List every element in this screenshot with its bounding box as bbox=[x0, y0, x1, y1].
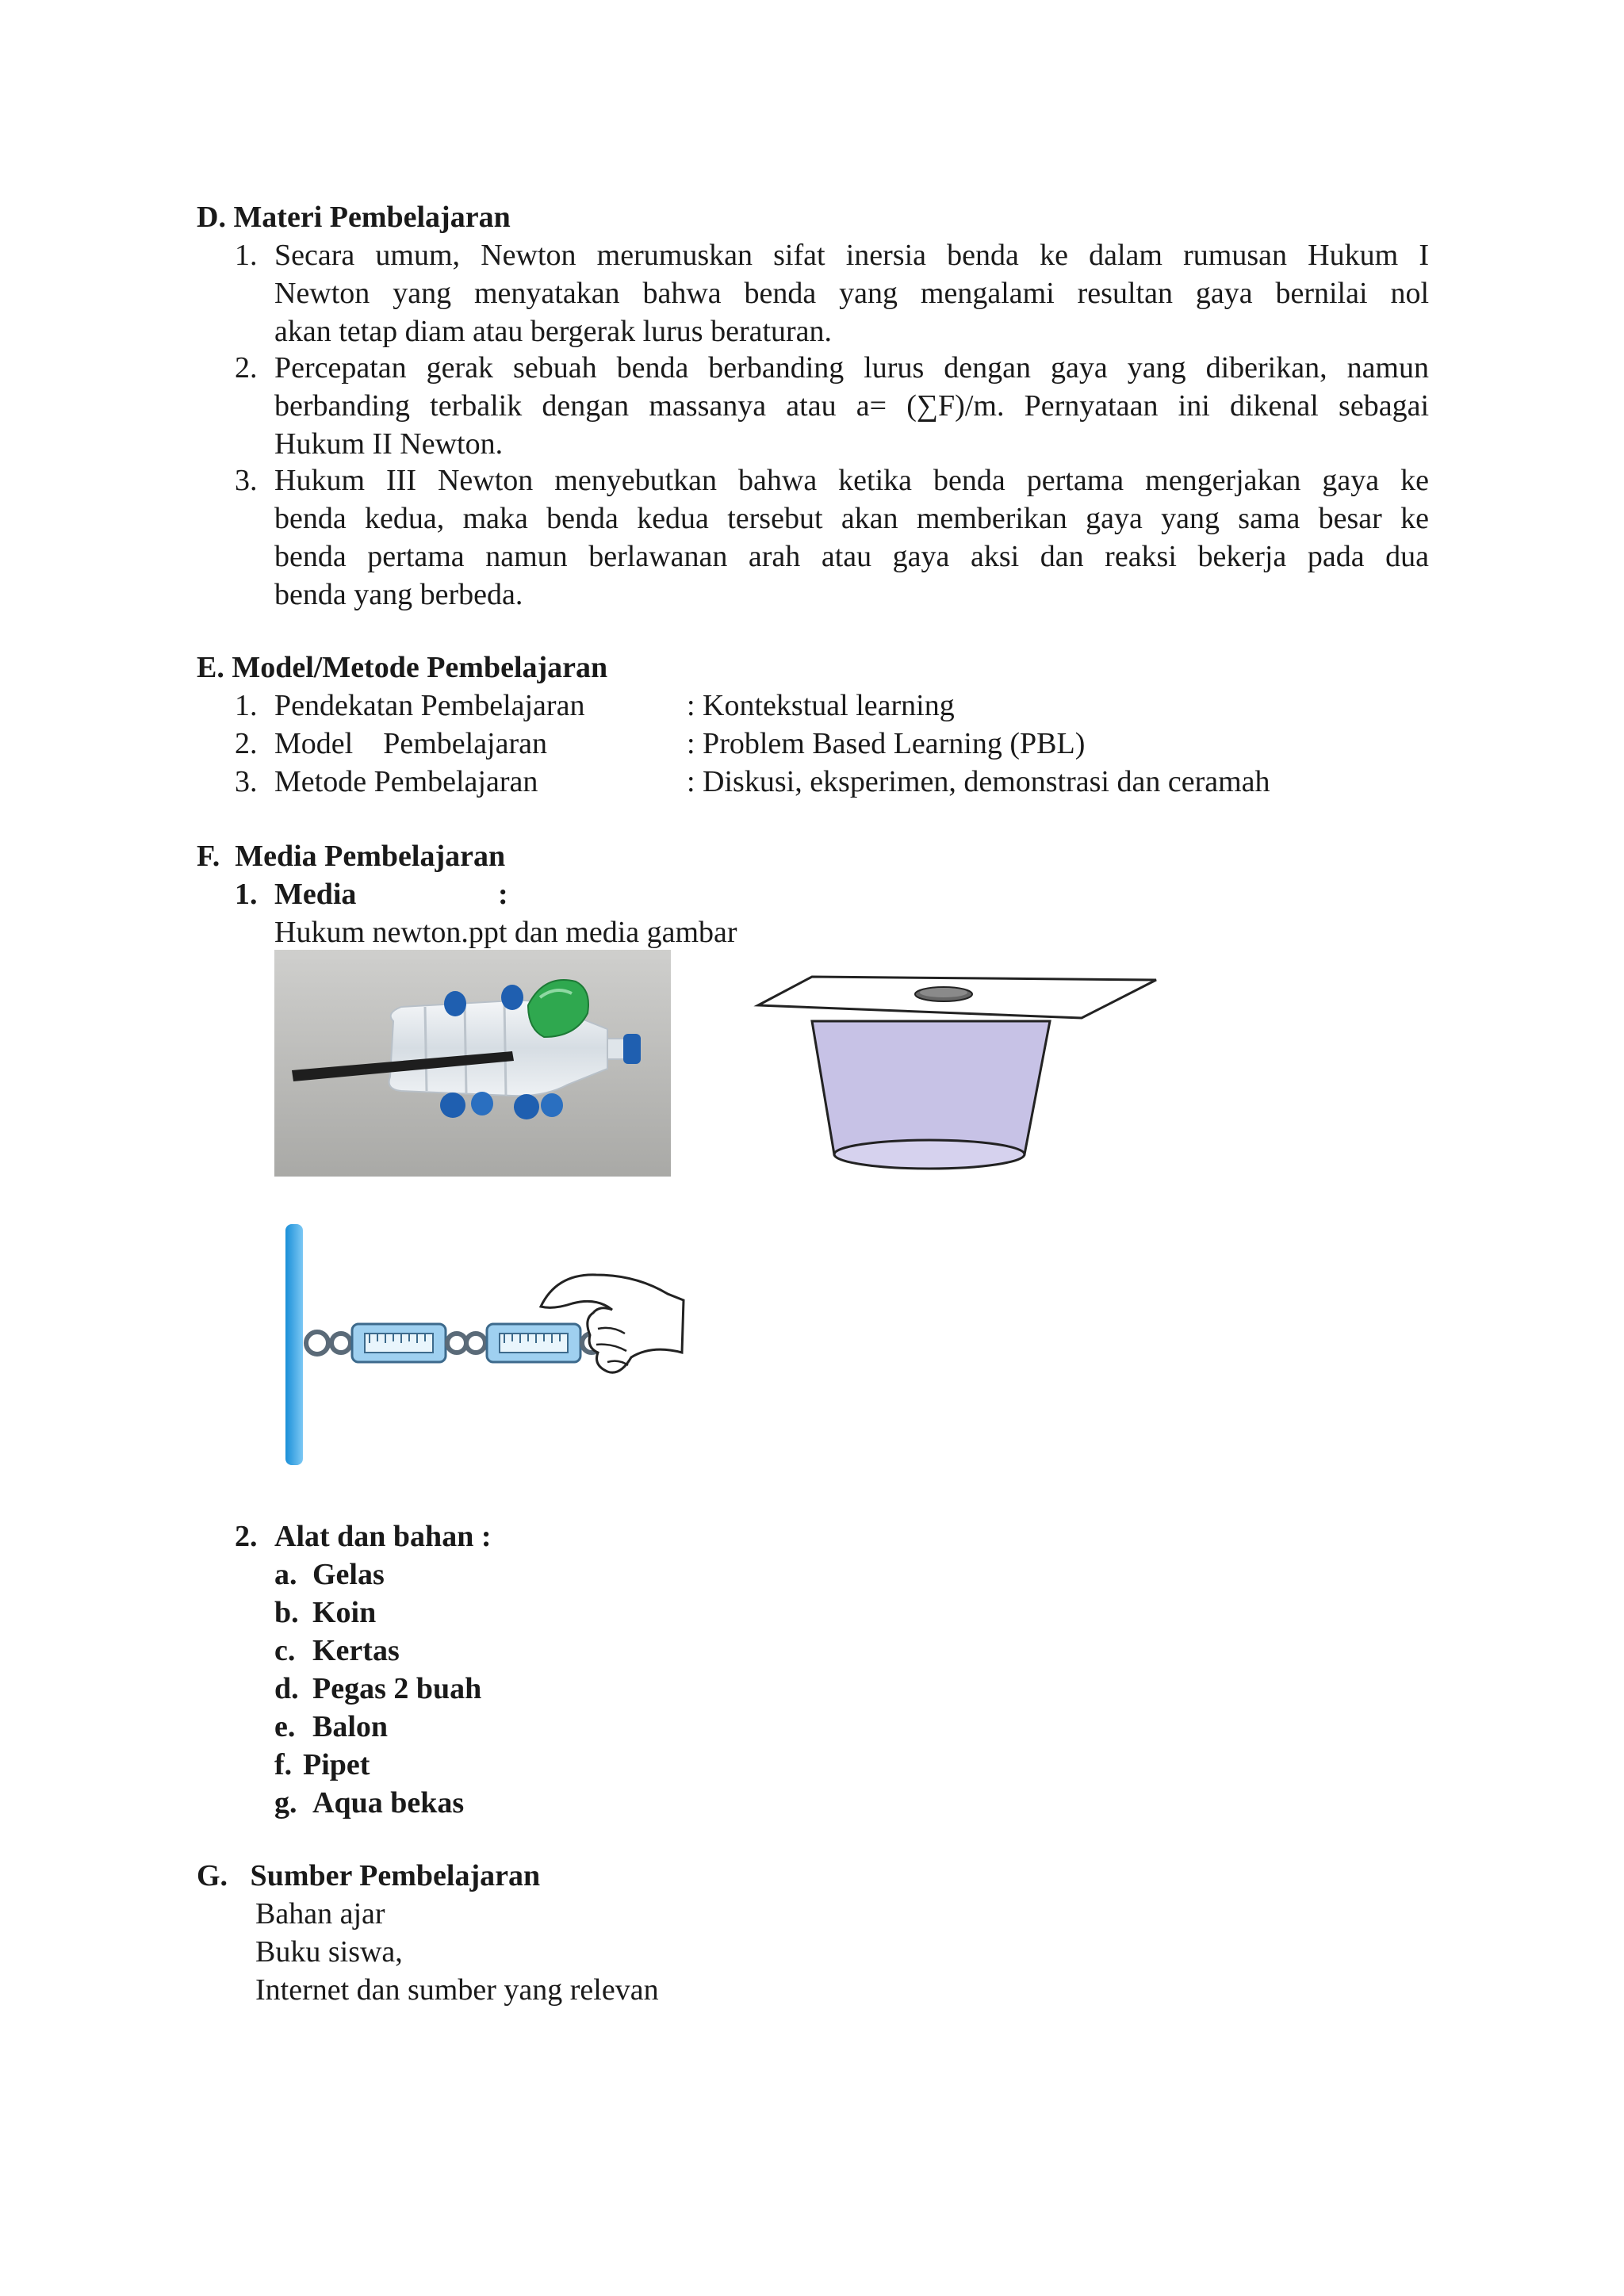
item-number: 2. bbox=[235, 727, 258, 760]
section-f-heading: F. Media Pembelajaran bbox=[197, 840, 506, 873]
tool-letter: d. bbox=[274, 1672, 299, 1705]
paragraph-line: Percepatan gerak sebuah benda berbanding lurus dengan gaya yang diberikan, namun bbox=[274, 351, 1429, 385]
tool-letter: a. bbox=[274, 1558, 297, 1591]
source-line: Internet dan sumber yang relevan bbox=[255, 1973, 659, 2007]
tool-item: Gelas bbox=[312, 1558, 385, 1591]
tool-item: Aqua bekas bbox=[312, 1786, 465, 1820]
item-number: 2. bbox=[235, 351, 258, 385]
paragraph-line: benda yang berbeda. bbox=[274, 578, 523, 611]
method-value: : Diskusi, eksperimen, demonstrasi dan ceramah bbox=[687, 765, 1270, 798]
tool-item: Kertas bbox=[312, 1634, 400, 1667]
media-text: Hukum newton.ppt dan media gambar bbox=[274, 916, 737, 949]
item-number: 3. bbox=[235, 464, 258, 497]
media-label: Media bbox=[274, 878, 357, 911]
media-colon: : bbox=[498, 878, 508, 911]
tool-letter: c. bbox=[274, 1634, 296, 1667]
spring-scales-pull-diagram bbox=[279, 1218, 691, 1471]
tool-item: Balon bbox=[312, 1710, 389, 1743]
section-g-heading: G. Sumber Pembelajaran bbox=[197, 1859, 541, 1892]
method-label: Metode Pembelajaran bbox=[274, 765, 538, 798]
paragraph-line: Secara umum, Newton merumuskan sifat inersia benda ke dalam rumusan Hukum I bbox=[274, 239, 1429, 272]
section-d-heading: D. Materi Pembelajaran bbox=[197, 201, 511, 234]
item-number: 1. bbox=[235, 239, 258, 272]
tool-item: Pipet bbox=[303, 1748, 370, 1781]
tool-letter: b. bbox=[274, 1596, 299, 1629]
source-line: Bahan ajar bbox=[255, 1897, 385, 1931]
tool-item: Koin bbox=[312, 1596, 377, 1629]
method-label: Model Pembelajaran bbox=[274, 727, 548, 760]
tool-item: Pegas 2 buah bbox=[312, 1672, 482, 1705]
item-number: 1. bbox=[235, 689, 258, 722]
paragraph-line: Hukum III Newton menyebutkan bahwa ketika benda pertama mengerjakan gaya ke bbox=[274, 464, 1429, 497]
paragraph-line: berbanding terbalik dengan massanya atau a= (∑F)/m. Pernyataan ini dikenal sebagai bbox=[274, 389, 1429, 423]
method-label: Pendekatan Pembelajaran bbox=[274, 689, 585, 722]
section-e-heading: E. Model/Metode Pembelajaran bbox=[197, 651, 608, 684]
item-number: 1. bbox=[235, 878, 258, 911]
item-number: 3. bbox=[235, 765, 258, 798]
paragraph-line: benda kedua, maka benda kedua tersebut akan memberikan gaya yang sama besar ke bbox=[274, 502, 1429, 535]
paragraph-line: Hukum II Newton. bbox=[274, 427, 504, 461]
balloon-bottle-car-photo bbox=[274, 950, 671, 1177]
tool-letter: e. bbox=[274, 1710, 296, 1743]
item-number: 2. bbox=[235, 1520, 258, 1553]
method-value: : Problem Based Learning (PBL) bbox=[687, 727, 1086, 760]
tool-letter: g. bbox=[274, 1786, 297, 1820]
glass-with-paper-diagram bbox=[749, 970, 1161, 1177]
paragraph-line: benda pertama namun berlawanan arah atau gaya aksi dan reaksi bekerja pada dua bbox=[274, 540, 1429, 573]
method-value: : Kontekstual learning bbox=[687, 689, 955, 722]
source-line: Buku siswa, bbox=[255, 1935, 403, 1969]
paragraph-line: Newton yang menyatakan bahwa benda yang mengalami resultan gaya bernilai nol bbox=[274, 277, 1429, 310]
paragraph-line: akan tetap diam atau bergerak lurus beraturan. bbox=[274, 315, 833, 348]
tool-letter: f. bbox=[274, 1748, 293, 1781]
tools-label: Alat dan bahan : bbox=[274, 1520, 492, 1553]
